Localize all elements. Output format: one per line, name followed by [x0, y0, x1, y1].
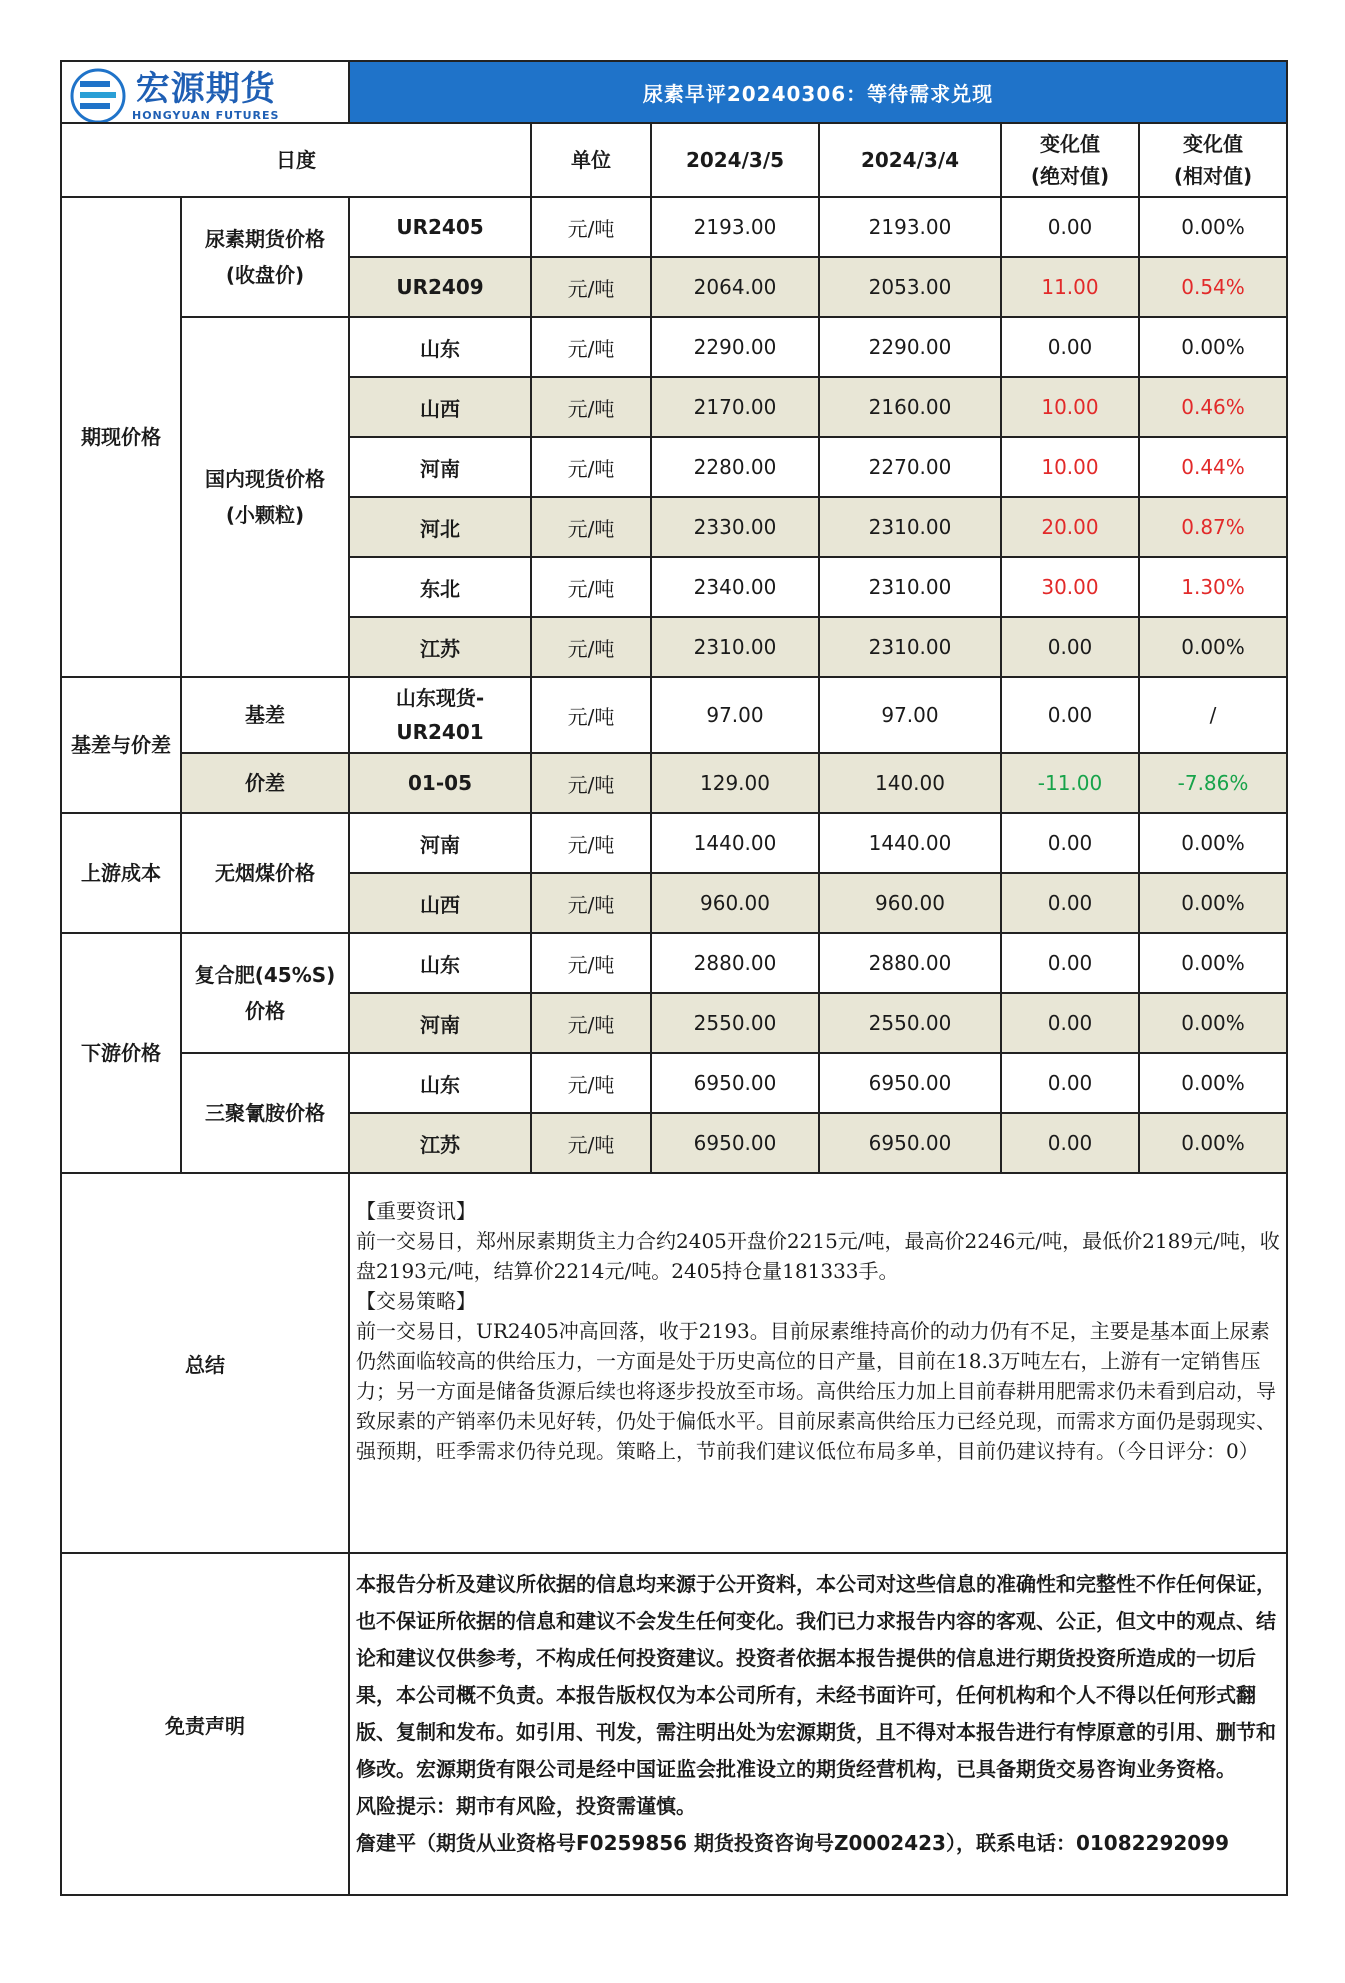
subgroup-futures-price [181, 197, 349, 317]
row-abs-change: -11.00 [1001, 753, 1139, 813]
row-value2: 2880.00 [819, 933, 1001, 993]
row-item: 河南 [349, 437, 531, 497]
row-value1: 2170.00 [651, 377, 819, 437]
row-value1: 1440.00 [651, 813, 819, 873]
summary-row [61, 1173, 1287, 1553]
row-rel-change: 0.00% [1139, 993, 1287, 1053]
row-unit: 元/吨 [531, 873, 651, 933]
row-item: 山西 [349, 377, 531, 437]
row-abs-change: 10.00 [1001, 437, 1139, 497]
table-row [61, 753, 1287, 813]
row-item: 河南 [349, 993, 531, 1053]
row-item: 江苏 [349, 617, 531, 677]
row-value2: 2550.00 [819, 993, 1001, 1053]
header-abs-line1: 变化值 [1040, 132, 1100, 156]
row-value1: 2280.00 [651, 437, 819, 497]
row-unit: 元/吨 [531, 317, 651, 377]
group-label-upstream: 上游成本 [61, 813, 181, 933]
row-unit: 元/吨 [531, 813, 651, 873]
group-label-downstream: 下游价格 [61, 933, 181, 1173]
row-rel-change: 0.46% [1139, 377, 1287, 437]
subgroup-basis: 基差 [181, 677, 349, 753]
row-unit: 元/吨 [531, 1053, 651, 1113]
row-item: 河北 [349, 497, 531, 557]
table-row [61, 1053, 1287, 1113]
report-table [60, 60, 1288, 1896]
risk-notice: 风险提示：期市有风险，投资需谨慎。 [356, 1794, 696, 1818]
row-abs-change: 0.00 [1001, 317, 1139, 377]
row-abs-change: 11.00 [1001, 257, 1139, 317]
logo-cell [61, 61, 349, 123]
header-date2: 2024/3/4 [819, 123, 1001, 197]
table-row [61, 813, 1287, 873]
row-value2: 2290.00 [819, 317, 1001, 377]
table-row [61, 933, 1287, 993]
row-unit: 元/吨 [531, 933, 651, 993]
report-title: 尿素早评20240306：等待需求兑现 [349, 61, 1287, 123]
table-row [61, 317, 1287, 377]
row-abs-change: 0.00 [1001, 1053, 1139, 1113]
header-abs-line2: (绝对值) [1030, 164, 1110, 188]
row-rel-change: 0.00% [1139, 617, 1287, 677]
row-value1: 2064.00 [651, 257, 819, 317]
row-value2: 2310.00 [819, 617, 1001, 677]
row-abs-change: 10.00 [1001, 377, 1139, 437]
row-rel-change: 0.87% [1139, 497, 1287, 557]
logo-en: HONGYUAN FUTURES [132, 108, 280, 122]
row-item: 01-05 [349, 753, 531, 813]
summary-heading-news: 【重要资讯】 [356, 1199, 476, 1223]
row-unit: 元/吨 [531, 617, 651, 677]
row-value2: 2053.00 [819, 257, 1001, 317]
row-unit: 元/吨 [531, 377, 651, 437]
row-unit: 元/吨 [531, 1113, 651, 1173]
row-abs-change: 0.00 [1001, 1113, 1139, 1173]
row-rel-change: 0.54% [1139, 257, 1287, 317]
subgroup-futures-line1: 尿素期货价格 [205, 227, 325, 251]
analyst-contact: 詹建平（期货从业资格号F0259856 期货投资咨询号Z0002423），联系电话：01082292099 [356, 1831, 1230, 1855]
disclaimer-content [349, 1553, 1287, 1895]
row-item: 山东 [349, 317, 531, 377]
row-value1: 6950.00 [651, 1113, 819, 1173]
row-unit: 元/吨 [531, 557, 651, 617]
table-row [61, 197, 1287, 257]
table-row [61, 677, 1287, 753]
header-abs-change [1001, 123, 1139, 197]
header-period: 日度 [61, 123, 531, 197]
row-item: UR2405 [349, 197, 531, 257]
row-item: 山西 [349, 873, 531, 933]
row-rel-change: 0.00% [1139, 1113, 1287, 1173]
group-label-basis-spread: 基差与价差 [61, 677, 181, 813]
row-value2: 6950.00 [819, 1113, 1001, 1173]
row-rel-change: 0.00% [1139, 813, 1287, 873]
row-unit: 元/吨 [531, 197, 651, 257]
subgroup-spread: 价差 [181, 753, 349, 813]
subgroup-fertilizer [181, 933, 349, 1053]
row-abs-change: 0.00 [1001, 197, 1139, 257]
row-unit: 元/吨 [531, 677, 651, 753]
group-label-spot-futures: 期现价格 [61, 197, 181, 677]
row-abs-change: 0.00 [1001, 813, 1139, 873]
row-rel-change: 0.00% [1139, 197, 1287, 257]
subgroup-coal: 无烟煤价格 [181, 813, 349, 933]
row-value1: 2290.00 [651, 317, 819, 377]
disclaimer-label: 免责声明 [61, 1553, 349, 1895]
row-value1: 97.00 [651, 677, 819, 753]
row-abs-change: 0.00 [1001, 617, 1139, 677]
subgroup-spot-line2: (小颗粒) [225, 503, 305, 527]
row-unit: 元/吨 [531, 257, 651, 317]
subgroup-spot-price [181, 317, 349, 677]
row-abs-change: 30.00 [1001, 557, 1139, 617]
row-unit: 元/吨 [531, 497, 651, 557]
subgroup-fert-line2: 价格 [245, 999, 285, 1023]
row-value2: 2270.00 [819, 437, 1001, 497]
disclaimer-text: 本报告分析及建议所依据的信息均来源于公开资料，本公司对这些信息的准确性和完整性不作任何保证，也不保证所依据的信息和建议不会发生任何变化。我们已力求报告内容的客观、公正，但文中的观点、结论和建议仅供参考，不构成任何投资建议。投资者依据本报告提供的信息进行期货投资所造成的一切后果，本公司概不负责。本报告版权仅为本公司所有，未经书面许可，任何机构和个人不得以任何形式翻版、复制和发布。如引用、刊发，需注明出处为宏源期货，且不得对本报告进行有悖原意的引用、删节和修改。宏源期货有限公司是经中国证监会批准设立的期货经营机构，已具备期货交易咨询业务资格。 [356, 1572, 1276, 1781]
row-value1: 6950.00 [651, 1053, 819, 1113]
row-value1: 2340.00 [651, 557, 819, 617]
row-value2: 6950.00 [819, 1053, 1001, 1113]
row-item: UR2409 [349, 257, 531, 317]
disclaimer-row [61, 1553, 1287, 1895]
row-abs-change: 0.00 [1001, 873, 1139, 933]
row-rel-change: 0.44% [1139, 437, 1287, 497]
row-value2: 140.00 [819, 753, 1001, 813]
company-logo [70, 68, 279, 123]
row-item-line2: UR2401 [396, 720, 484, 744]
subgroup-fert-line1: 复合肥(45%S) [194, 963, 336, 987]
row-value2: 960.00 [819, 873, 1001, 933]
row-rel-change: 0.00% [1139, 933, 1287, 993]
summary-strategy-text: 前一交易日，UR2405冲高回落，收于2193。目前尿素维持高价的动力仍有不足，主要是基本面上尿素仍然面临较高的供给压力，一方面是处于历史高位的日产量，目前在18.3万吨左右，上游有一定销售压力；另一方面是储备货源后续也将逐步投放至市场。高供给压力加上目前春耕用肥需求仍未看到启动，导致尿素的产销率仍未见好转，仍处于偏低水平。目前尿素高供给压力已经兑现，而需求方面仍是弱现实、强预期，旺季需求仍待兑现。策略上，节前我们建议低位布局多单，目前仍建议持有。（今日评分：0） [356, 1319, 1276, 1463]
row-value2: 1440.00 [819, 813, 1001, 873]
subgroup-spot-line1: 国内现货价格 [205, 467, 325, 491]
row-abs-change: 0.00 [1001, 993, 1139, 1053]
header-rel-line1: 变化值 [1183, 132, 1243, 156]
row-value1: 960.00 [651, 873, 819, 933]
row-value2: 97.00 [819, 677, 1001, 753]
row-value2: 2193.00 [819, 197, 1001, 257]
row-item-line1: 山东现货- [395, 686, 485, 710]
row-rel-change: 0.00% [1139, 873, 1287, 933]
logo-cn: 宏源期货 [135, 68, 276, 109]
header-unit: 单位 [531, 123, 651, 197]
row-rel-change: 0.00% [1139, 317, 1287, 377]
row-item: 江苏 [349, 1113, 531, 1173]
summary-label: 总结 [61, 1173, 349, 1553]
report-sheet [60, 60, 1286, 1896]
header-rel-change [1139, 123, 1287, 197]
row-rel-change: 0.00% [1139, 1053, 1287, 1113]
header-date1: 2024/3/5 [651, 123, 819, 197]
summary-heading-strategy: 【交易策略】 [356, 1289, 476, 1313]
row-abs-change: 0.00 [1001, 677, 1139, 753]
row-unit: 元/吨 [531, 437, 651, 497]
subgroup-melamine: 三聚氰胺价格 [181, 1053, 349, 1173]
row-item [349, 677, 531, 753]
row-rel-change: -7.86% [1139, 753, 1287, 813]
row-value1: 2880.00 [651, 933, 819, 993]
row-item: 河南 [349, 813, 531, 873]
row-value2: 2160.00 [819, 377, 1001, 437]
row-value1: 2330.00 [651, 497, 819, 557]
summary-news-text: 前一交易日，郑州尿素期货主力合约2405开盘价2215元/吨，最高价2246元/吨，最低价2189元/吨，收盘2193元/吨，结算价2214元/吨。2405持仓量181333手。 [356, 1229, 1280, 1283]
row-value1: 2550.00 [651, 993, 819, 1053]
row-value2: 2310.00 [819, 497, 1001, 557]
row-abs-change: 20.00 [1001, 497, 1139, 557]
row-value1: 2193.00 [651, 197, 819, 257]
row-item: 山东 [349, 1053, 531, 1113]
row-item: 山东 [349, 933, 531, 993]
row-value1: 2310.00 [651, 617, 819, 677]
row-rel-change: 1.30% [1139, 557, 1287, 617]
row-value1: 129.00 [651, 753, 819, 813]
row-abs-change: 0.00 [1001, 933, 1139, 993]
row-item: 东北 [349, 557, 531, 617]
summary-content [349, 1173, 1287, 1553]
row-value2: 2310.00 [819, 557, 1001, 617]
subgroup-futures-line2: (收盘价) [225, 263, 305, 287]
row-unit: 元/吨 [531, 993, 651, 1053]
row-unit: 元/吨 [531, 753, 651, 813]
row-rel-change: / [1139, 677, 1287, 753]
header-rel-line2: (相对值) [1173, 164, 1253, 188]
logo-icon [70, 68, 126, 123]
